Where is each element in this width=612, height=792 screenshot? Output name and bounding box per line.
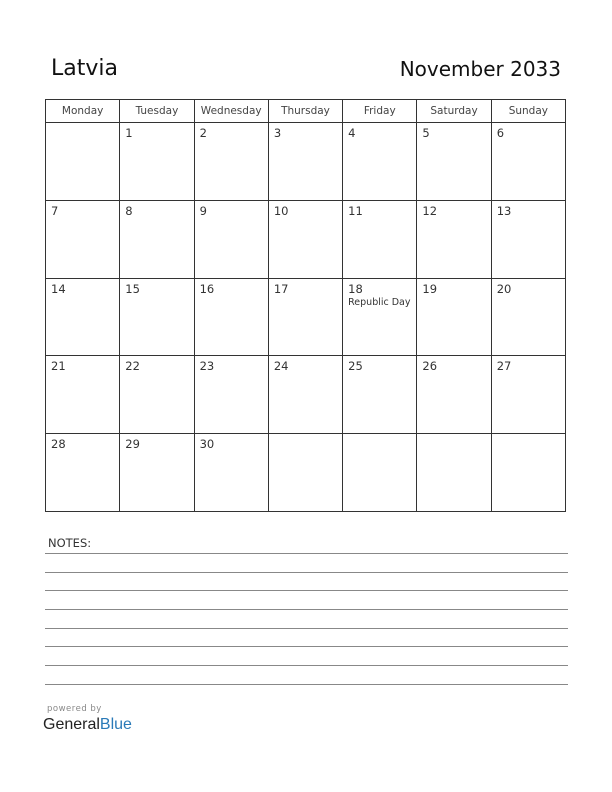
day-number: 11 (348, 203, 363, 218)
weekday-header: Tuesday (120, 100, 194, 123)
powered-by-text: powered by (47, 704, 102, 714)
notes-line (45, 665, 568, 666)
day-number: 7 (51, 203, 59, 218)
day-cell-holiday (343, 278, 417, 356)
day-number: 17 (273, 281, 289, 296)
day-cell (268, 200, 342, 278)
day-number: 4 (348, 126, 356, 140)
day-number: 23 (199, 359, 215, 374)
day-cell (343, 356, 417, 434)
day-number: 26 (422, 359, 438, 374)
day-number: 9 (199, 203, 207, 218)
day-cell (120, 434, 194, 512)
day-cell (491, 434, 565, 512)
day-number: 2 (199, 126, 207, 140)
day-number: 14 (51, 281, 66, 296)
day-cell (491, 123, 565, 201)
country-title: Latvia (51, 56, 118, 81)
notes-line (45, 572, 568, 573)
day-cell (194, 200, 268, 278)
day-cell (268, 123, 342, 201)
weekday-header: Saturday (417, 100, 491, 123)
week-row (46, 200, 566, 278)
day-number: 24 (273, 359, 289, 374)
day-number: 16 (199, 281, 215, 296)
day-cell (46, 200, 120, 278)
calendar-grid (45, 99, 566, 512)
day-number: 3 (273, 126, 282, 140)
day-cell (46, 123, 120, 201)
day-cell (120, 123, 194, 201)
day-number: 28 (51, 437, 66, 452)
day-cell (120, 356, 194, 434)
day-number: 6 (496, 126, 505, 140)
day-number: 20 (496, 281, 512, 296)
week-row (46, 278, 566, 356)
week-row (46, 434, 566, 512)
day-cell (268, 278, 342, 356)
day-cell (46, 434, 120, 512)
weekday-header: Wednesday (194, 100, 268, 123)
notes-line (45, 684, 568, 685)
day-number: 29 (125, 437, 140, 452)
weekday-header-row (46, 100, 566, 123)
day-cell (194, 123, 268, 201)
day-number: 13 (496, 203, 512, 218)
day-cell (491, 356, 565, 434)
notes-line (45, 590, 568, 591)
day-cell (343, 123, 417, 201)
notes-line (45, 628, 568, 629)
day-cell (268, 356, 342, 434)
day-number: 15 (125, 281, 140, 296)
day-number: 30 (199, 437, 215, 452)
day-cell (46, 278, 120, 356)
day-cell (417, 123, 491, 201)
day-cell (194, 434, 268, 512)
day-cell (194, 278, 268, 356)
day-number: 8 (125, 203, 133, 218)
day-cell (417, 356, 491, 434)
weekday-header: Friday (343, 100, 417, 123)
day-cell (120, 278, 194, 356)
day-cell (194, 356, 268, 434)
day-number: 10 (273, 203, 289, 218)
day-number: 22 (125, 359, 140, 374)
weekday-header: Monday (46, 100, 120, 123)
notes-line (45, 646, 568, 647)
notes-line (45, 609, 568, 610)
month-title: November 2033 (399, 57, 561, 81)
day-cell (268, 434, 342, 512)
day-cell (417, 200, 491, 278)
day-number: 1 (125, 126, 133, 140)
day-number: 27 (496, 359, 512, 374)
notes-line (45, 553, 568, 554)
day-number: 18 (348, 281, 363, 296)
day-number: 21 (51, 359, 66, 374)
day-number: 19 (422, 281, 438, 296)
weekday-header: Thursday (268, 100, 342, 123)
day-cell (491, 278, 565, 356)
day-number: 25 (348, 359, 363, 374)
day-number: 12 (422, 203, 438, 218)
day-cell (120, 200, 194, 278)
day-cell (417, 278, 491, 356)
weekday-header: Sunday (491, 100, 565, 123)
holiday-label: Republic Day (348, 296, 411, 308)
day-number: 5 (422, 126, 430, 140)
logo-blue: Blue (99, 716, 132, 733)
day-cell (491, 200, 565, 278)
week-row (46, 356, 566, 434)
day-cell (46, 356, 120, 434)
day-cell (343, 434, 417, 512)
day-cell (343, 200, 417, 278)
generalblue-logo[interactable] (43, 716, 132, 734)
week-row (46, 123, 566, 201)
day-cell (417, 434, 491, 512)
notes-label: NOTES: (48, 536, 92, 550)
logo-general: General (43, 716, 100, 733)
